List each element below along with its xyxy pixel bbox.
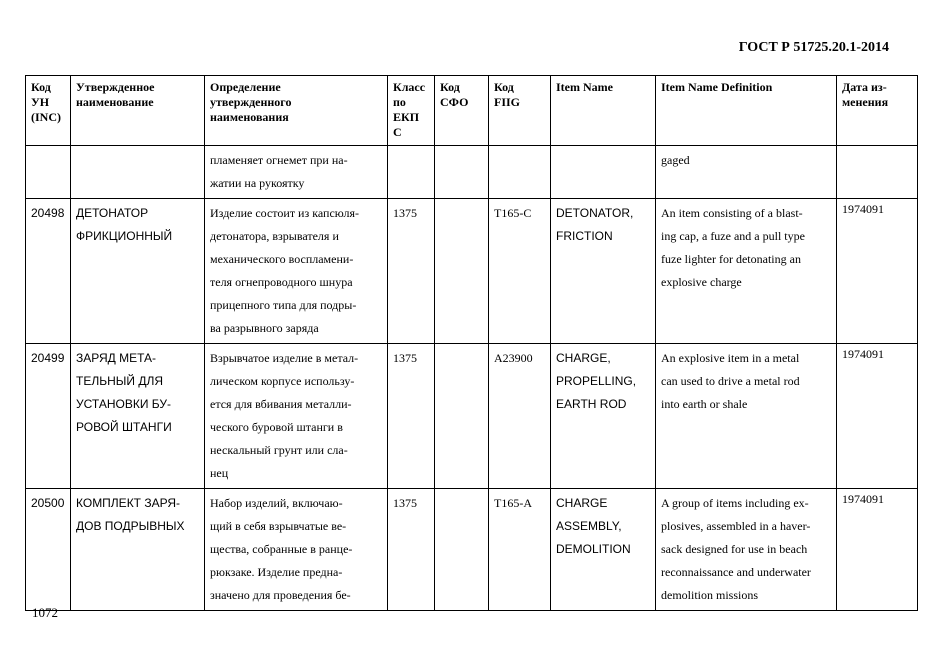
cell-date: 1974091 <box>837 344 918 489</box>
cell-date: 1974091 <box>837 199 918 344</box>
cell-item-name: CHARGE ASSEMBLY, DEMOLITION <box>551 489 656 611</box>
cell-item-definition: A group of items including ex- plosives, assembled in a haver- sack designed for use in beach reconnaissance and underwater demolition missions <box>656 489 837 611</box>
cell-class: 1375 <box>388 199 435 344</box>
header-row <box>26 76 918 146</box>
cell-fiig: T165-C <box>489 199 551 344</box>
col-header-definition: Определение утвержденного наименования <box>205 76 388 146</box>
col-header-item-name: Item Name <box>551 76 656 146</box>
col-header-class: Класс по ЕКП С <box>388 76 435 146</box>
cell-item-definition: gaged <box>656 146 837 199</box>
cell-date: 1974091 <box>837 489 918 611</box>
page-number: 1072 <box>32 605 58 620</box>
cell-item-definition: An explosive item in a metal can used to drive a metal rod into earth or shale <box>656 344 837 489</box>
cell-fiig <box>489 146 551 199</box>
cell-item-name: DETONATOR, FRICTION <box>551 199 656 344</box>
table-row <box>26 344 918 489</box>
cell-sfo <box>435 199 489 344</box>
cell-name: ДЕТОНАТОР ФРИКЦИОННЫЙ <box>71 199 205 344</box>
col-header-sfo: Код СФО <box>435 76 489 146</box>
table-row-continuation <box>26 146 918 199</box>
cell-name <box>71 146 205 199</box>
cell-inc: 20498 <box>26 199 71 344</box>
cell-definition: пламеняет огнемет при на- жатии на рукоятку <box>205 146 388 199</box>
col-header-inc: Код УН (INC) <box>26 76 71 146</box>
cell-sfo <box>435 344 489 489</box>
col-header-item-definition: Item Name Definition <box>656 76 837 146</box>
table-row <box>26 489 918 611</box>
cell-sfo <box>435 489 489 611</box>
cell-inc <box>26 146 71 199</box>
cell-name: ЗАРЯД МЕТА- ТЕЛЬНЫЙ ДЛЯ УСТАНОВКИ БУ- РОВОЙ ШТАНГИ <box>71 344 205 489</box>
cell-date <box>837 146 918 199</box>
cell-fiig: T165-A <box>489 489 551 611</box>
col-header-approved-name: Утвержденное наименование <box>71 76 205 146</box>
cell-class: 1375 <box>388 489 435 611</box>
cell-class <box>388 146 435 199</box>
table-row <box>26 199 918 344</box>
cell-inc: 20499 <box>26 344 71 489</box>
cell-definition: Взрывчатое изделие в метал- лическом корпусе использу- ется для вбивания металли- ческого буровой штанги в нескальный грунт или сла- нец <box>205 344 388 489</box>
cell-item-definition: An item consisting of a blast- ing cap, a fuze and a pull type fuze lighter for detonating an explosive charge <box>656 199 837 344</box>
cell-name: КОМПЛЕКТ ЗАРЯ- ДОВ ПОДРЫВНЫХ <box>71 489 205 611</box>
cell-fiig: A23900 <box>489 344 551 489</box>
col-header-date: Дата из- менения <box>837 76 918 146</box>
cell-item-name: CHARGE, PROPELLING, EARTH ROD <box>551 344 656 489</box>
catalog-table <box>25 75 918 611</box>
cell-inc: 20500 <box>26 489 71 611</box>
cell-class: 1375 <box>388 344 435 489</box>
cell-sfo <box>435 146 489 199</box>
col-header-fiig: Код FIIG <box>489 76 551 146</box>
standard-number: ГОСТ Р 51725.20.1-2014 <box>738 40 889 55</box>
cell-definition: Набор изделий, включаю- щий в себя взрывчатые ве- щества, собранные в ранце- рюкзаке. Изделие предна- значено для проведения бе- <box>205 489 388 611</box>
cell-definition: Изделие состоит из капсюля- детонатора, взрывателя и механического воспламени- теля огнепроводного шнура прицепного типа для подры- ва разрывного заряда <box>205 199 388 344</box>
cell-item-name <box>551 146 656 199</box>
